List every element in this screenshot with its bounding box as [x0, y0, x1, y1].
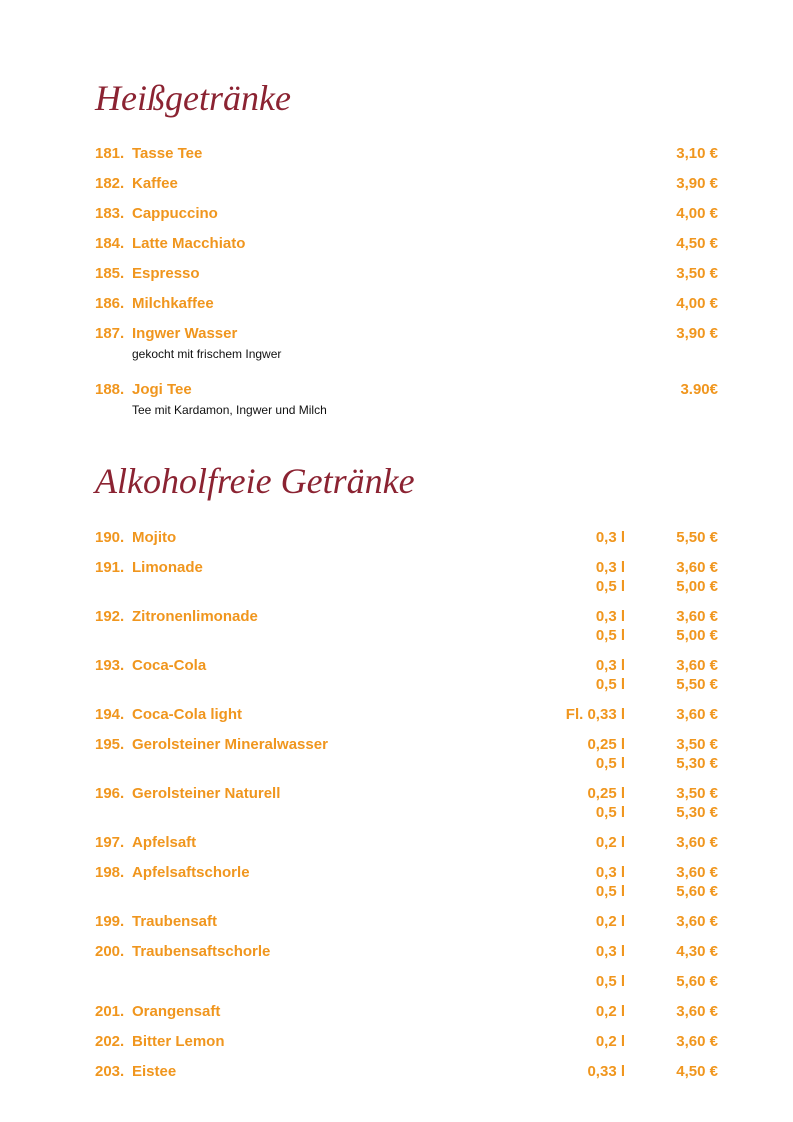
item-number: 184.: [95, 235, 125, 252]
item-price: 3,50 €: [676, 736, 718, 753]
menu-item-size-line: [0, 803, 793, 823]
menu-item: [0, 833, 793, 853]
item-number: 195.: [95, 736, 125, 753]
item-number: 191.: [95, 559, 125, 576]
item-price: 3,60 €: [676, 834, 718, 851]
item-name: Orangensaft: [132, 1003, 221, 1020]
menu-item: [0, 912, 793, 932]
item-name: Traubensaft: [132, 913, 218, 930]
menu-item-size-line: [0, 626, 793, 646]
menu-item: [0, 264, 793, 284]
item-name: Coca-Cola light: [132, 706, 243, 723]
item-price: 3,60 €: [676, 864, 718, 881]
item-price: 3,50 €: [676, 265, 718, 282]
item-price: 5,60 €: [676, 973, 718, 990]
item-name: Tasse Tee: [132, 145, 203, 162]
item-name: Apfelsaftschorle: [132, 864, 250, 881]
item-volume: 0,3 l: [595, 864, 625, 881]
item-price: 3,60 €: [676, 1003, 718, 1020]
item-number: 198.: [95, 864, 125, 881]
item-name: Bitter Lemon: [132, 1033, 225, 1050]
item-name: Gerolsteiner Naturell: [132, 785, 281, 802]
menu-item: [0, 705, 793, 725]
menu-item: [0, 204, 793, 224]
item-number: 192.: [95, 608, 125, 625]
menu-item: [0, 607, 793, 627]
heading-hot-drinks: Heißgetränke: [95, 78, 291, 118]
item-volume: 0,2 l: [595, 1003, 625, 1020]
item-price: 5,30 €: [676, 755, 718, 772]
item-volume: 0,2 l: [595, 913, 625, 930]
menu-item: [0, 1002, 793, 1022]
item-name: Ingwer Wasser: [132, 325, 238, 342]
item-volume: 0,5 l: [595, 676, 625, 693]
item-number: 197.: [95, 834, 125, 851]
item-price: 3,90 €: [676, 325, 718, 342]
menu-item-size-line: [0, 882, 793, 902]
item-volume: 0,5 l: [595, 804, 625, 821]
item-volume: 0,3 l: [595, 943, 625, 960]
menu-item-size-line: [0, 754, 793, 774]
item-name: Kaffee: [132, 175, 178, 192]
item-price: 4,50 €: [676, 235, 718, 252]
item-number: 200.: [95, 943, 125, 960]
menu-item: [0, 294, 793, 314]
item-description: Tee mit Kardamon, Ingwer und Milch: [132, 403, 327, 417]
item-price: 3,60 €: [676, 608, 718, 625]
item-price: 5,50 €: [676, 529, 718, 546]
item-number: 201.: [95, 1003, 125, 1020]
item-volume: 0,33 l: [587, 1063, 625, 1080]
item-name: Apfelsaft: [132, 834, 197, 851]
item-price: 4,50 €: [676, 1063, 718, 1080]
menu-item-size-line: [0, 577, 793, 597]
menu-item: [0, 1062, 793, 1082]
item-price: 4,30 €: [676, 943, 718, 960]
item-price: 3,60 €: [676, 913, 718, 930]
item-name: Zitronenlimonade: [132, 608, 258, 625]
item-volume: Fl. 0,33 l: [565, 706, 625, 723]
item-volume: 0,5 l: [595, 755, 625, 772]
item-description: gekocht mit frischem Ingwer: [132, 347, 282, 361]
item-volume: 0,5 l: [595, 973, 625, 990]
item-price: 3.90€: [680, 381, 718, 398]
item-price: 3,50 €: [676, 785, 718, 802]
menu-item: [0, 234, 793, 254]
menu-item: [0, 380, 793, 400]
item-price: 3,60 €: [676, 559, 718, 576]
item-volume: 0,25 l: [587, 736, 625, 753]
item-price: 3,60 €: [676, 1033, 718, 1050]
item-volume: 0,2 l: [595, 1033, 625, 1050]
item-volume: 0,3 l: [595, 608, 625, 625]
menu-item: [0, 784, 793, 804]
item-name: Espresso: [132, 265, 200, 282]
menu-item: [0, 558, 793, 578]
menu-item: [0, 144, 793, 164]
item-number: 193.: [95, 657, 125, 674]
item-volume: 0,3 l: [595, 559, 625, 576]
item-volume: 0,2 l: [595, 834, 625, 851]
item-number: 199.: [95, 913, 125, 930]
item-number: 185.: [95, 265, 125, 282]
item-number: 188.: [95, 381, 125, 398]
item-volume: 0,5 l: [595, 578, 625, 595]
menu-item: [0, 942, 793, 962]
item-price: 3,90 €: [676, 175, 718, 192]
item-number: 186.: [95, 295, 125, 312]
menu-item: [0, 863, 793, 883]
item-price: 4,00 €: [676, 205, 718, 222]
menu-item: [0, 656, 793, 676]
item-price: 5,00 €: [676, 578, 718, 595]
item-price: 5,30 €: [676, 804, 718, 821]
menu-item-size-line: [0, 972, 793, 992]
item-volume: 0,5 l: [595, 883, 625, 900]
item-volume: 0,3 l: [595, 657, 625, 674]
item-price: 5,00 €: [676, 627, 718, 644]
item-price: 4,00 €: [676, 295, 718, 312]
item-number: 183.: [95, 205, 125, 222]
menu-item: [0, 735, 793, 755]
item-price: 5,50 €: [676, 676, 718, 693]
item-name: Milchkaffee: [132, 295, 214, 312]
item-number: 182.: [95, 175, 125, 192]
item-price: 3,60 €: [676, 657, 718, 674]
item-price: 3,60 €: [676, 706, 718, 723]
item-volume: 0,3 l: [595, 529, 625, 546]
heading-soft-drinks: Alkoholfreie Getränke: [95, 461, 415, 501]
item-volume: 0,5 l: [595, 627, 625, 644]
menu-item: [0, 528, 793, 548]
menu-item: [0, 1032, 793, 1052]
item-name: Cappuccino: [132, 205, 218, 222]
item-volume: 0,25 l: [587, 785, 625, 802]
item-name: Eistee: [132, 1063, 177, 1080]
item-name: Limonade: [132, 559, 203, 576]
item-number: 187.: [95, 325, 125, 342]
item-number: 190.: [95, 529, 125, 546]
item-name: Traubensaftschorle: [132, 943, 271, 960]
item-price: 5,60 €: [676, 883, 718, 900]
item-name: Coca-Cola: [132, 657, 207, 674]
item-name: Mojito: [132, 529, 177, 546]
item-name: Latte Macchiato: [132, 235, 246, 252]
item-number: 194.: [95, 706, 125, 723]
item-name: Jogi Tee: [132, 381, 192, 398]
item-name: Gerolsteiner Mineralwasser: [132, 736, 328, 753]
menu-item-size-line: [0, 675, 793, 695]
item-number: 181.: [95, 145, 125, 162]
menu-item: [0, 324, 793, 344]
menu-item: [0, 174, 793, 194]
item-price: 3,10 €: [676, 145, 718, 162]
item-number: 203.: [95, 1063, 125, 1080]
item-number: 196.: [95, 785, 125, 802]
item-number: 202.: [95, 1033, 125, 1050]
